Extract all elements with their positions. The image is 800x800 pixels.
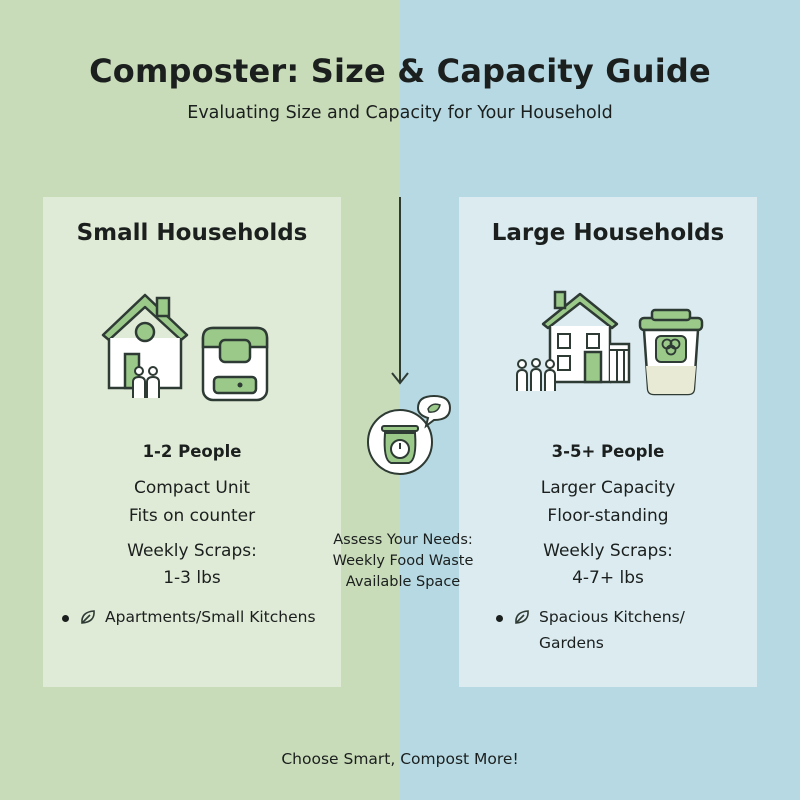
leaf-icon [79, 608, 97, 626]
bullet-dot [496, 615, 503, 622]
small-line-2: Fits on counter [128, 506, 256, 526]
footer-tagline: Choose Smart, Compost More! [281, 750, 519, 768]
page-subtitle: Evaluating Size and Capacity for Your Household [187, 103, 613, 123]
family-icon [515, 358, 559, 394]
small-scraps-label: Weekly Scraps: [127, 541, 257, 561]
large-bullet-line-1: Spacious Kitchens/ [539, 608, 685, 626]
page-title: Composter: Size & Capacity Guide [89, 52, 711, 90]
speech-bubble-icon [414, 393, 454, 429]
large-people: 3-5+ People [551, 442, 665, 461]
large-bullet-text [539, 604, 685, 656]
large-bullet [496, 608, 685, 656]
large-bullet-line-2: Gardens [539, 634, 604, 652]
leaf-icon [513, 608, 531, 626]
assess-line-2: Weekly Food Waste [332, 553, 474, 569]
large-scraps-value: 4-7+ lbs [572, 568, 644, 588]
large-card-title: Large Households [491, 220, 725, 246]
small-card-title: Small Households [76, 220, 308, 246]
large-line-2: Floor-standing [547, 506, 669, 526]
countertop-composter-icon [200, 325, 270, 403]
bullet-dot [62, 615, 69, 622]
assess-line-3: Available Space [345, 574, 461, 590]
large-line-1: Larger Capacity [540, 478, 676, 498]
recycle-icon [656, 336, 686, 358]
assess-line-1: Assess Your Needs: [333, 532, 473, 548]
small-line-1: Compact Unit [133, 478, 251, 498]
small-scraps-value: 1-3 lbs [163, 568, 221, 588]
family-icon [130, 366, 162, 402]
small-bullet [62, 608, 316, 626]
down-arrow-icon [390, 197, 410, 387]
small-bullet-text: Apartments/Small Kitchens [105, 608, 316, 626]
large-scraps-label: Weekly Scraps: [543, 541, 673, 561]
small-people: 1-2 People [142, 442, 242, 461]
